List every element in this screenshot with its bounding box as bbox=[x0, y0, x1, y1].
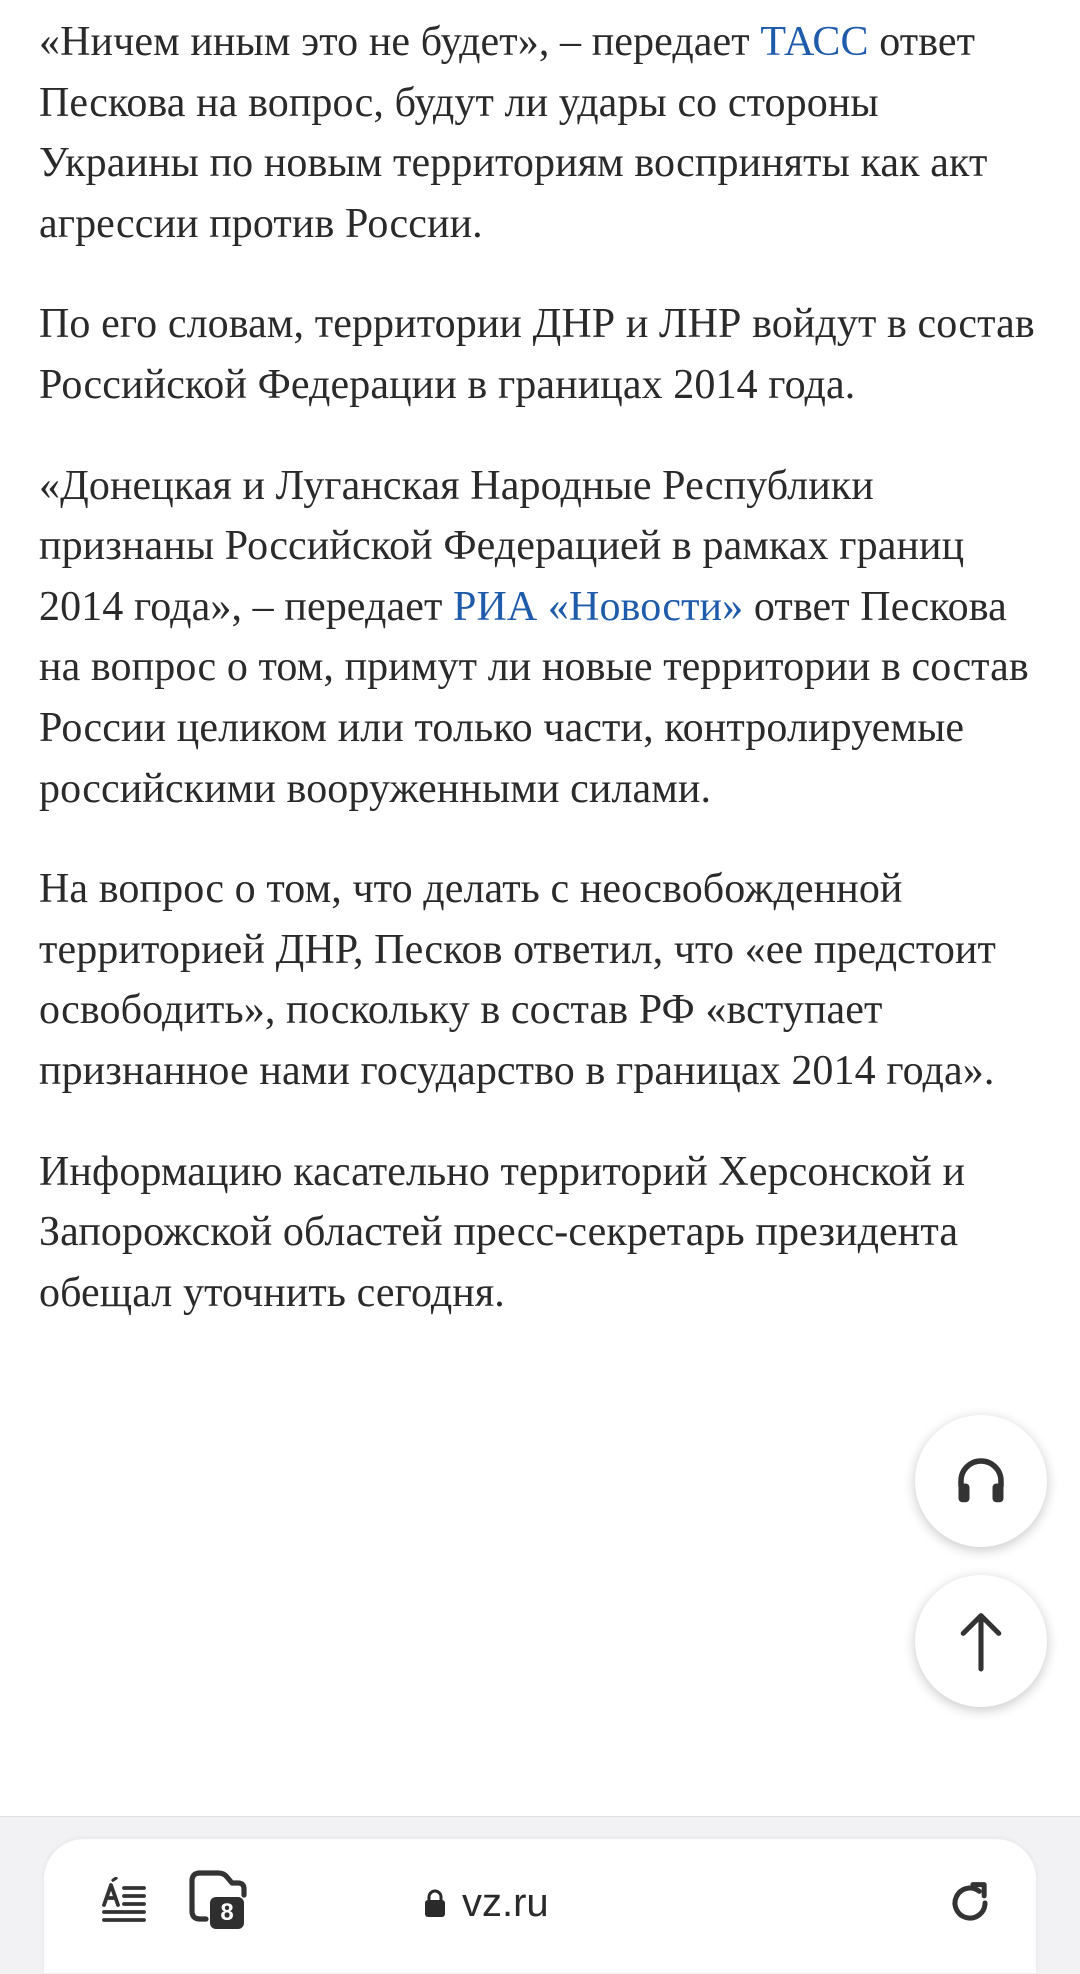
reader-mode-icon bbox=[100, 1877, 148, 1925]
paragraph-3-text-end: ответ Пескова на вопрос о том, примут ли новые территории в состав России целиком или только части, контролируемые российскими вооруженными силами. bbox=[39, 583, 1029, 812]
article-body bbox=[39, 12, 1049, 1363]
paragraph-1 bbox=[39, 12, 1049, 254]
paragraph-2: По его словам, территории ДНР и ЛНР войдут в состав Российской Федерации в границах 2014 года. bbox=[39, 301, 1035, 408]
tabs-button[interactable] bbox=[182, 1863, 256, 1937]
tass-link[interactable]: ТАСС bbox=[760, 19, 869, 65]
paragraph-1-text-end: ответ Пескова на вопрос, будут ли удары со стороны Украины по новым территориям восприняты как акт агрессии против России. bbox=[39, 19, 988, 247]
paragraph-4: На вопрос о том, что делать с неосвобожденной территорией ДНР, Песков ответил, что «ее предстоит освободить», поскольку в состав РФ «вступает признанное нами государство в границах 2014 года». bbox=[39, 866, 996, 1094]
lock-icon bbox=[424, 1888, 446, 1918]
paragraph-1-text-start: «Ничем иным это не будет», – передает bbox=[39, 19, 761, 65]
tabs-count-badge: 8 bbox=[210, 1897, 244, 1929]
listen-button[interactable] bbox=[915, 1415, 1047, 1547]
arrow-up-icon bbox=[955, 1608, 1007, 1674]
browser-toolbar bbox=[44, 1839, 1036, 1973]
reader-mode-button[interactable] bbox=[92, 1869, 156, 1933]
paragraph-3-text-start: «Донецкая и Луганская Народные Республики признаны Российской Федерацией в рамках границ 2014 года», – передает bbox=[39, 462, 965, 630]
reload-button[interactable] bbox=[938, 1871, 1002, 1935]
headphones-icon bbox=[951, 1451, 1011, 1511]
paragraph-5: Информацию касательно территорий Херсонской и Запорожской областей пресс-секретарь президента обещал уточнить сегодня. bbox=[39, 1148, 966, 1316]
address-bar[interactable] bbox=[424, 1875, 549, 1931]
reload-icon bbox=[945, 1878, 995, 1928]
address-domain: vz.ru bbox=[462, 1880, 549, 1925]
paragraph-3 bbox=[39, 456, 1049, 820]
scroll-to-top-button[interactable] bbox=[915, 1575, 1047, 1707]
ria-novosti-link[interactable]: РИА «Новости» bbox=[453, 583, 744, 630]
